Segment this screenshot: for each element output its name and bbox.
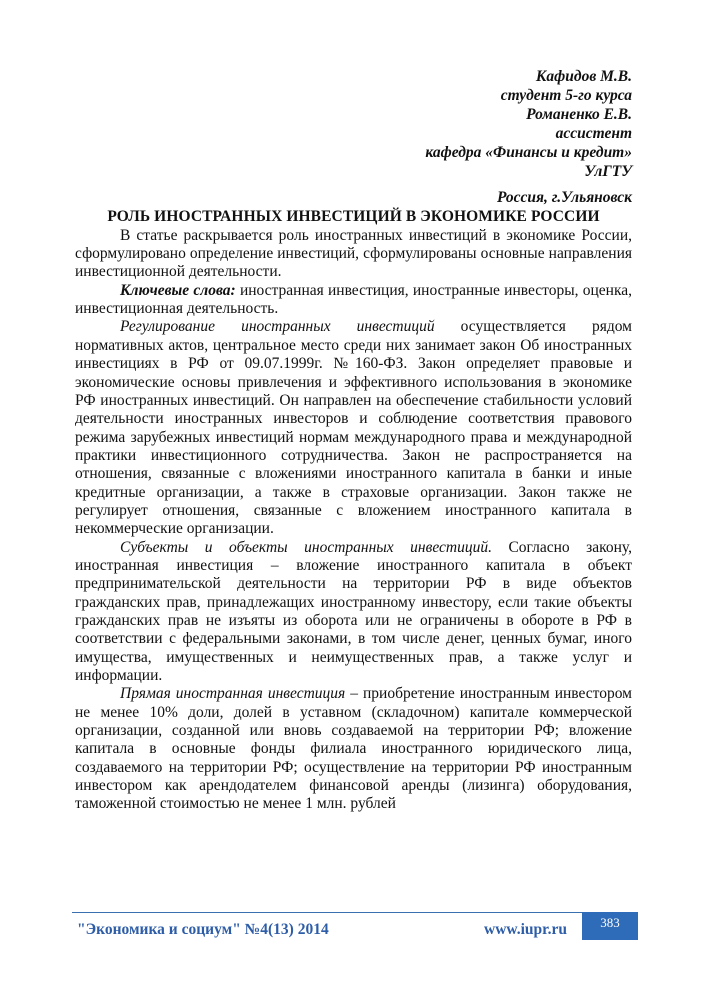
author-block [75,68,632,208]
article-title: РОЛЬ ИНОСТРАННЫХ ИНВЕСТИЦИЙ В ЭКОНОМИКЕ РОССИИ [107,208,600,226]
subjects-paragraph [75,539,632,686]
subjects-lead: Субъекты и объекты иностранных инвестиций. [120,538,492,556]
author1-role: студент 5-го курса [500,86,632,104]
direct-investment-lead: Прямая иностранная инвестиция [120,685,346,703]
keywords-text: иностранная инвестиция, иностранные инвесторы, оценка, инвестиционная деятельность. [75,281,632,318]
footer-journal-title: "Экономика и социум" №4(13) 2014 [77,921,329,938]
page-number-badge: 383 [582,912,638,940]
department: кафедра «Финансы и кредит» [425,143,632,161]
regulation-paragraph [75,318,632,538]
footer-website-link[interactable]: www.iupr.ru [484,921,567,938]
regulation-lead: Регулирование иностранных инвестиций [120,318,435,336]
abstract-text: В статье раскрывается роль иностранных инвестиций в экономике России, сформулировано определение инвестиций, сформулированы основные направления инвестиционной деятельности. [75,226,632,281]
direct-investment-paragraph [75,685,632,813]
author1-name: Кафидов М.В. [535,68,632,85]
location: Россия, г.Ульяновск [496,189,632,207]
university: УлГТУ [584,162,632,180]
footer-rule [72,912,638,913]
author2-name: Романенко Е.В. [526,105,632,123]
regulation-text: осуществляется рядом нормативных актов, центральное место среди них занимает закон Об иностранных инвестициях в РФ от 09.07.1999г. №160-ФЗ. Закон определяет правовые и экономические основы привлечения и эффективного использования в экономике РФ иностранных инвестиций. Он направлен на обеспечение стабильности условий деятельности иностранных инвесторов и соблюдение соответствия правового режима зарубежных инвестиций нормам международного права и международной практики инвестиционного сотрудничества. Закон не распространяется на отношения, связанные с вложениями иностранного капитала в банки и иные кредитные организации, а также в страховые организации. Закон также не регулирует отношения, связанные с вложением иностранного капитала в некоммерческие организации. [75,318,632,538]
abstract-paragraph [75,227,632,282]
direct-investment-text: – приобретение иностранным инвестором не менее 10% доли, долей в уставном (складочном) капитале коммерческой организации, созданной или вновь создаваемой на территории РФ; вложение капитала в основные фонды филиала иностранного юридического лица, создаваемого на территории РФ; осуществление на территории РФ иностранным инвестором как арендодателем финансовой аренды (лизинга) оборудования, таможенной стоимостью не менее 1 млн. рублей [75,685,632,813]
author2-role: ассистент [555,124,632,142]
keywords-label: Ключевые слова: [120,281,236,299]
subjects-text: Согласно закону, иностранная инвестиция – вложение иностранного капитала в объект предпринимательской деятельности на территории РФ в виде объектов гражданских прав, принадлежащих иностранному инвестору, если такие объекты гражданских прав не изъяты из оборота или не ограничены в обороте в РФ в соответствии с федеральными законами, в том числе денег, ценных бумаг, иного имущества, имущественных и неимущественных прав, а также услуг и информации. [75,538,633,684]
article-page [75,68,632,814]
keywords-paragraph [75,282,632,319]
